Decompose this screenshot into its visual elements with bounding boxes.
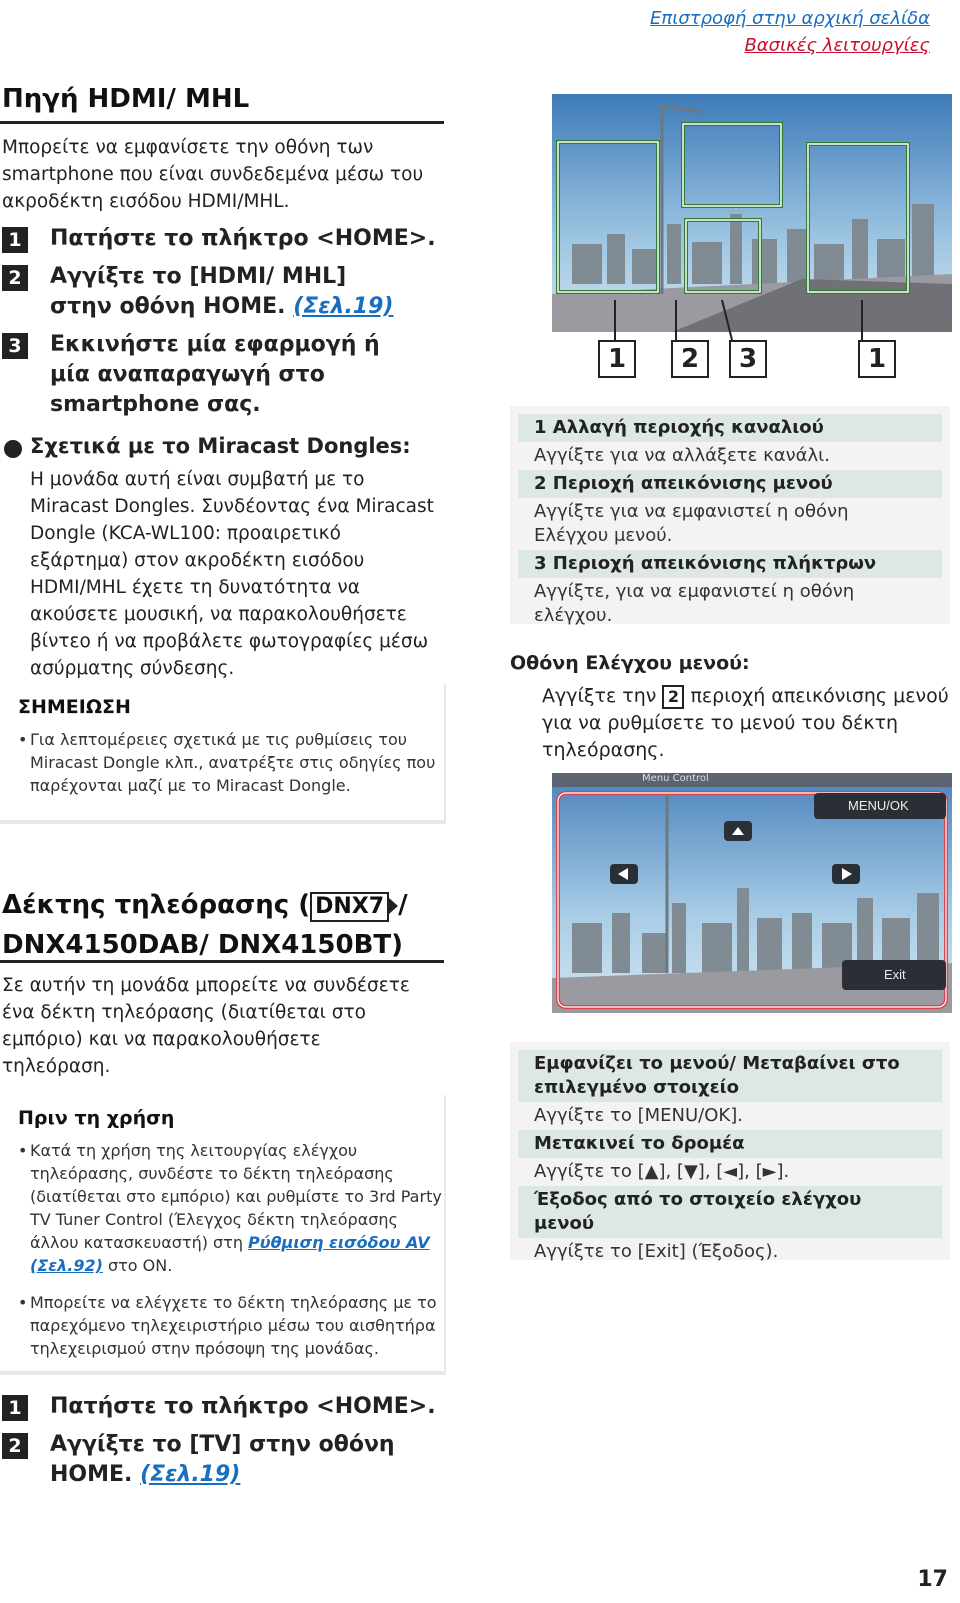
tv-step-2 <box>50 1430 410 1490</box>
hdmi-title-rule <box>0 121 444 124</box>
av-input-setting-link[interactable]: Ρύθμιση εισόδου AV <box>248 1233 430 1252</box>
hdmi-step-3-text: Εκκινήστε μία εφαρμογή ή μία αναπαραγωγή στο smartphone σας. <box>50 332 380 417</box>
menu-item-2-heading: Μετακινεί το δρομέα <box>518 1130 942 1158</box>
tv-screen-item-3-text: Αγγίξτε, για να εμφανιστεί η οθόνη ελέγχου. <box>534 581 855 626</box>
miracast-title: Σχετικά με το Miracast Dongles: <box>30 434 411 458</box>
tv-screen-item-2-heading: 2 Περιοχή απεικόνισης μενού <box>518 470 942 498</box>
hdmi-intro: Μπορείτε να εμφανίσετε την οθόνη των smartphone που είναι συνδεδεμένα μέσω του ακροδέκτη εισόδου HDMI/MHL. <box>2 137 424 212</box>
tv-title-part1: Δέκτης τηλεόρασης ( <box>2 890 311 920</box>
hdmi-step-2 <box>50 262 410 322</box>
menu-control-screen-title: Menu Control <box>642 773 709 784</box>
hdmi-note-box <box>0 684 444 820</box>
menu-item-2-text: Αγγίξτε το [▲], [▼], [◄], [►]. <box>534 1161 790 1182</box>
tv-before-item-1-text: Κατά τη χρήση της λειτουργίας ελέγχου τηλεόρασης, συνδέστε το δέκτη τηλεόρασης (διατίθεται στο εμπόριο) και ρυθμίστε το 3rd Party TV Tuner Control (Έλεγχος δέκτη τηλεόρασης άλλου κατασκευαστή) στη <box>30 1141 442 1252</box>
tv-before-use-box <box>0 1095 444 1371</box>
tv-step-2-page-link[interactable]: (Σελ.19) <box>140 1462 241 1487</box>
menu-item-1-heading: Εμφανίζει το μενού/ Μεταβαίνει στο επιλεγμένο στοιχείο <box>518 1050 942 1102</box>
menu-control-text <box>542 683 952 764</box>
tv-screen-image <box>552 94 952 332</box>
tv-screen-item-2-text: Αγγίξτε για να εμφανιστεί η οθόνη Ελέγχου μενού. <box>534 501 849 546</box>
tv-before-item-2 <box>18 1291 442 1360</box>
hdmi-step-1-number: 1 <box>2 227 28 253</box>
menu-item-3-heading: Έξοδος από το στοιχείο ελέγχου μενού <box>518 1186 942 1238</box>
tv-section-title <box>2 885 442 965</box>
miracast-bullet-icon <box>4 440 22 458</box>
tv-step-2-number: 2 <box>2 1433 28 1459</box>
menu-control-text-after: περιοχή απεικόνισης μενού για να ρυθμίσετε το μενού του δέκτη τηλεόρασης. <box>542 685 949 761</box>
page-number: 17 <box>917 1567 948 1592</box>
menu-control-screen <box>552 773 952 1013</box>
tv-title-badge-arrow-icon <box>389 898 398 914</box>
hdmi-step-3-number: 3 <box>2 333 28 359</box>
tv-step-1-text: Πατήστε το πλήκτρο <HOME>. <box>50 1394 436 1419</box>
menu-control-title: Οθόνη Ελέγχου μενού: <box>510 652 750 674</box>
tv-screen-item-1-text: Αγγίξτε για να αλλάξετε κανάλι. <box>534 445 830 466</box>
tv-title-part2: / <box>398 890 408 920</box>
miracast-text: Η μονάδα αυτή είναι συμβατή με το Miracast Dongles. Συνδέοντας ένα Miracast Dongle (KCA-WL100: προαιρετικό εξάρτημα) στον ακροδέκτη εισόδου HDMI/MHL έχετε τη δυνατότητα να ακούσετε μουσική, να παρακολουθήσετε βίντεο ή να προβάλετε φωτογραφίες μέσω ασύρματης σύνδεσης. <box>30 469 434 679</box>
tv-title-rule <box>0 960 444 963</box>
tv-before-item-1 <box>18 1139 442 1277</box>
tv-callout-1-right: 1 <box>858 340 896 378</box>
basic-functions-link[interactable]: Βασικές λειτουργίες <box>744 35 930 56</box>
tv-title-model-badge: DNX7 <box>310 892 389 922</box>
hdmi-step-1-text: Πατήστε το πλήκτρο <HOME>. <box>50 226 436 251</box>
menu-item-3-text: Αγγίξτε το [Exit] (Έξοδος). <box>534 1241 779 1262</box>
menu-ok-button[interactable]: MENU/OK <box>848 798 909 813</box>
exit-button[interactable]: Exit <box>884 967 906 982</box>
tv-title-line2: DNX4150DAB/ DNX4150BT) <box>2 930 404 960</box>
tv-step-2-text: Αγγίξτε το [TV] στην οθόνη HOME. <box>50 1432 395 1487</box>
tv-before-item-2-text: Μπορείτε να ελέγχετε το δέκτη τηλεόρασης με το παρεχόμενο τηλεχειριστήριο μέσω του αισθητήρα τηλεχειρισμού στην πρόσοψη της μονάδας. <box>30 1293 437 1358</box>
menu-control-text-before: Αγγίξτε την <box>542 685 663 707</box>
hdmi-step-2-text: Αγγίξτε το [HDMI/ MHL] στην οθόνη HOME. <box>50 264 347 319</box>
return-home-link[interactable]: Επιστροφή στην αρχική σελίδα <box>650 8 930 29</box>
tv-screen-item-3-heading: 3 Περιοχή απεικόνισης πλήκτρων <box>518 550 942 578</box>
tv-screen-info-box <box>510 406 950 624</box>
tv-step-1-number: 1 <box>2 1395 28 1421</box>
menu-control-info-box <box>510 1042 950 1260</box>
hdmi-step-2-page-link[interactable]: (Σελ.19) <box>293 294 394 319</box>
av-input-page-link[interactable]: (Σελ.92) <box>30 1256 103 1275</box>
hdmi-step-2-number: 2 <box>2 265 28 291</box>
menu-control-area-number: 2 <box>662 685 684 709</box>
tv-callout-3: 3 <box>729 340 767 378</box>
tv-before-item-1-end: στο ON. <box>102 1256 173 1275</box>
hdmi-note-text: Για λεπτομέρειες σχετικά με τις ρυθμίσεις του Miracast Dongle κλπ., ανατρέξτε στις οδηγίες που παρέχονται μαζί με το Miracast Dongle. <box>30 730 436 795</box>
menu-item-1-text: Αγγίξτε το [MENU/OK]. <box>534 1105 743 1126</box>
tv-intro: Σε αυτήν τη μονάδα μπορείτε να συνδέσετε ένα δέκτη τηλεόρασης (διατίθεται στο εμπόριο) και να παρακολουθήσετε τηλεόραση. <box>2 975 410 1077</box>
tv-callout-1-left: 1 <box>598 340 636 378</box>
tv-screen-item-1-heading: 1 Αλλαγή περιοχής καναλιού <box>518 414 942 442</box>
hdmi-note-item <box>18 728 442 797</box>
tv-callout-2: 2 <box>671 340 709 378</box>
hdmi-section-title: Πηγή HDMI/ MHL <box>2 84 250 114</box>
tv-before-title: Πριν τη χρήση <box>18 1107 175 1129</box>
hdmi-note-title: ΣΗΜΕΙΩΣΗ <box>18 696 131 718</box>
